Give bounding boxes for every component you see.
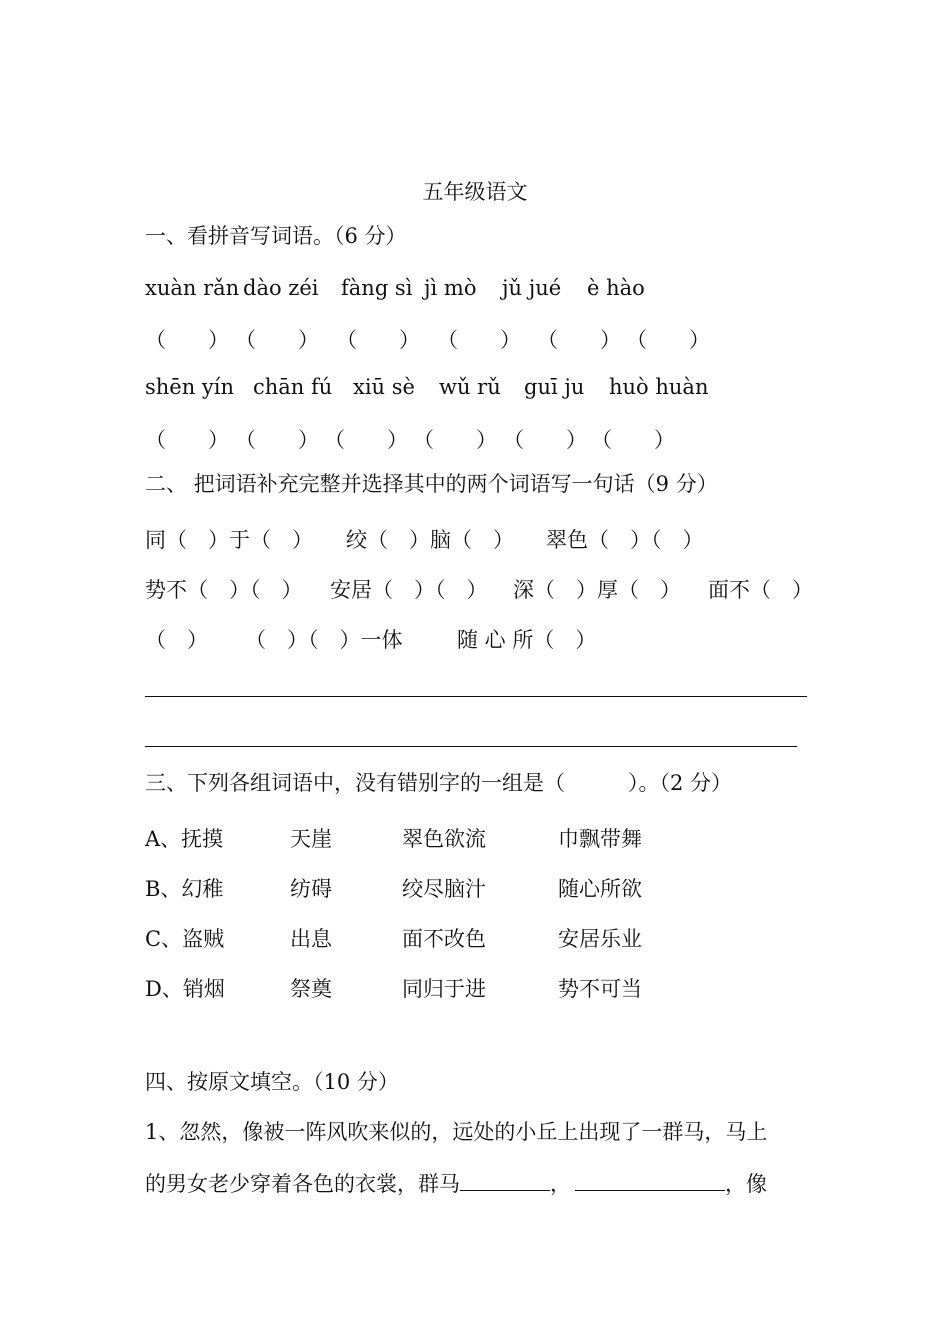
idiom-item[interactable]: 绞（ ）脑（ ） [346, 528, 514, 552]
option-word: 天崖 [290, 827, 332, 851]
fill-blank[interactable] [575, 1172, 725, 1191]
idiom-item[interactable]: 随 心 所（ ） [457, 628, 597, 652]
answer-blank[interactable]: （ ） [437, 328, 521, 352]
pinyin-item: dào zéi [243, 276, 319, 300]
pinyin-item: jǔ jué [502, 276, 562, 300]
pinyin-item: wǔ rǔ [439, 375, 501, 399]
answer-blank[interactable]: （ ） [336, 328, 420, 352]
pinyin-item: huò huàn [609, 375, 709, 399]
idiom-item[interactable]: 翠色（ ）（ ） [546, 528, 704, 552]
option-word: 绞尽脑汁 [402, 877, 486, 901]
idiom-item[interactable]: 安居（ ）（ ） [330, 578, 488, 602]
sentence-writing-line-1[interactable] [145, 696, 807, 697]
passage-text: ，像 [725, 1172, 767, 1196]
section1-heading: 一、看拼音写词语。（6 分） [145, 224, 407, 248]
idiom-item[interactable]: 势不（ ）（ ） [145, 578, 303, 602]
option-word: C、盗贼 [145, 927, 225, 951]
sentence-writing-line-2[interactable] [145, 746, 797, 747]
passage-text: ， [550, 1172, 571, 1196]
pinyin-item: shēn yín [145, 375, 235, 399]
answer-blank[interactable]: （ ） [503, 428, 587, 452]
pinyin-item: xiū sè [353, 375, 415, 399]
option-word: 同归于进 [402, 977, 486, 1001]
page-title: 五年级语文 [422, 180, 528, 204]
section4-heading: 四、按原文填空。（10 分） [145, 1070, 399, 1094]
answer-blank[interactable]: （ ） [413, 428, 497, 452]
option-word: 随心所欲 [558, 877, 642, 901]
answer-blank[interactable]: （ ） [145, 328, 229, 352]
option-word: 祭奠 [290, 977, 332, 1001]
answer-blank[interactable]: （ ） [235, 328, 319, 352]
option-word: 面不改色 [402, 927, 486, 951]
section3-heading: 三、下列各组词语中，没有错别字的一组是（ ）。（2 分） [145, 771, 733, 795]
pinyin-item: è hào [587, 276, 645, 300]
idiom-item[interactable]: 同（ ）于（ ） [145, 528, 313, 552]
idiom-item[interactable]: （ ） [145, 628, 208, 652]
answer-blank[interactable]: （ ） [591, 428, 675, 452]
fill-blank[interactable] [460, 1172, 550, 1191]
answer-blank[interactable]: （ ） [145, 428, 229, 452]
option-word: 出息 [290, 927, 332, 951]
option-word: A、抚摸 [145, 827, 224, 851]
pinyin-item: guī ju [524, 375, 585, 399]
answer-blank[interactable]: （ ） [235, 428, 319, 452]
answer-blank[interactable]: （ ） [626, 328, 710, 352]
passage-line-2 [145, 1172, 767, 1195]
option-word: D、销烟 [145, 977, 225, 1001]
option-word: 巾飘带舞 [558, 827, 642, 851]
passage-line-1: 1、忽然，像被一阵风吹来似的，远处的小丘上出现了一群马，马上 [145, 1120, 768, 1144]
pinyin-item: xuàn rǎn [145, 276, 240, 300]
idiom-item[interactable]: 面不（ ） [708, 578, 813, 602]
option-word: 翠色欲流 [402, 827, 486, 851]
passage-text: 的男女老少穿着各色的衣裳，群马 [145, 1172, 460, 1196]
section2-heading: 二、 把词语补充完整并选择其中的两个词语写一句话（9 分） [145, 472, 718, 496]
option-word: 势不可当 [558, 977, 642, 1001]
pinyin-item: jì mò [424, 276, 477, 300]
option-word: 安居乐业 [558, 927, 642, 951]
pinyin-item: fàng sì [341, 276, 413, 300]
pinyin-item: chān fú [253, 375, 333, 399]
option-word: 纺碍 [290, 877, 332, 901]
idiom-item[interactable]: 深（ ）厚（ ） [513, 578, 681, 602]
option-word: B、幻稚 [145, 877, 224, 901]
idiom-item[interactable]: （ ）（ ）一体 [245, 628, 403, 652]
answer-blank[interactable]: （ ） [324, 428, 408, 452]
answer-blank[interactable]: （ ） [537, 328, 621, 352]
